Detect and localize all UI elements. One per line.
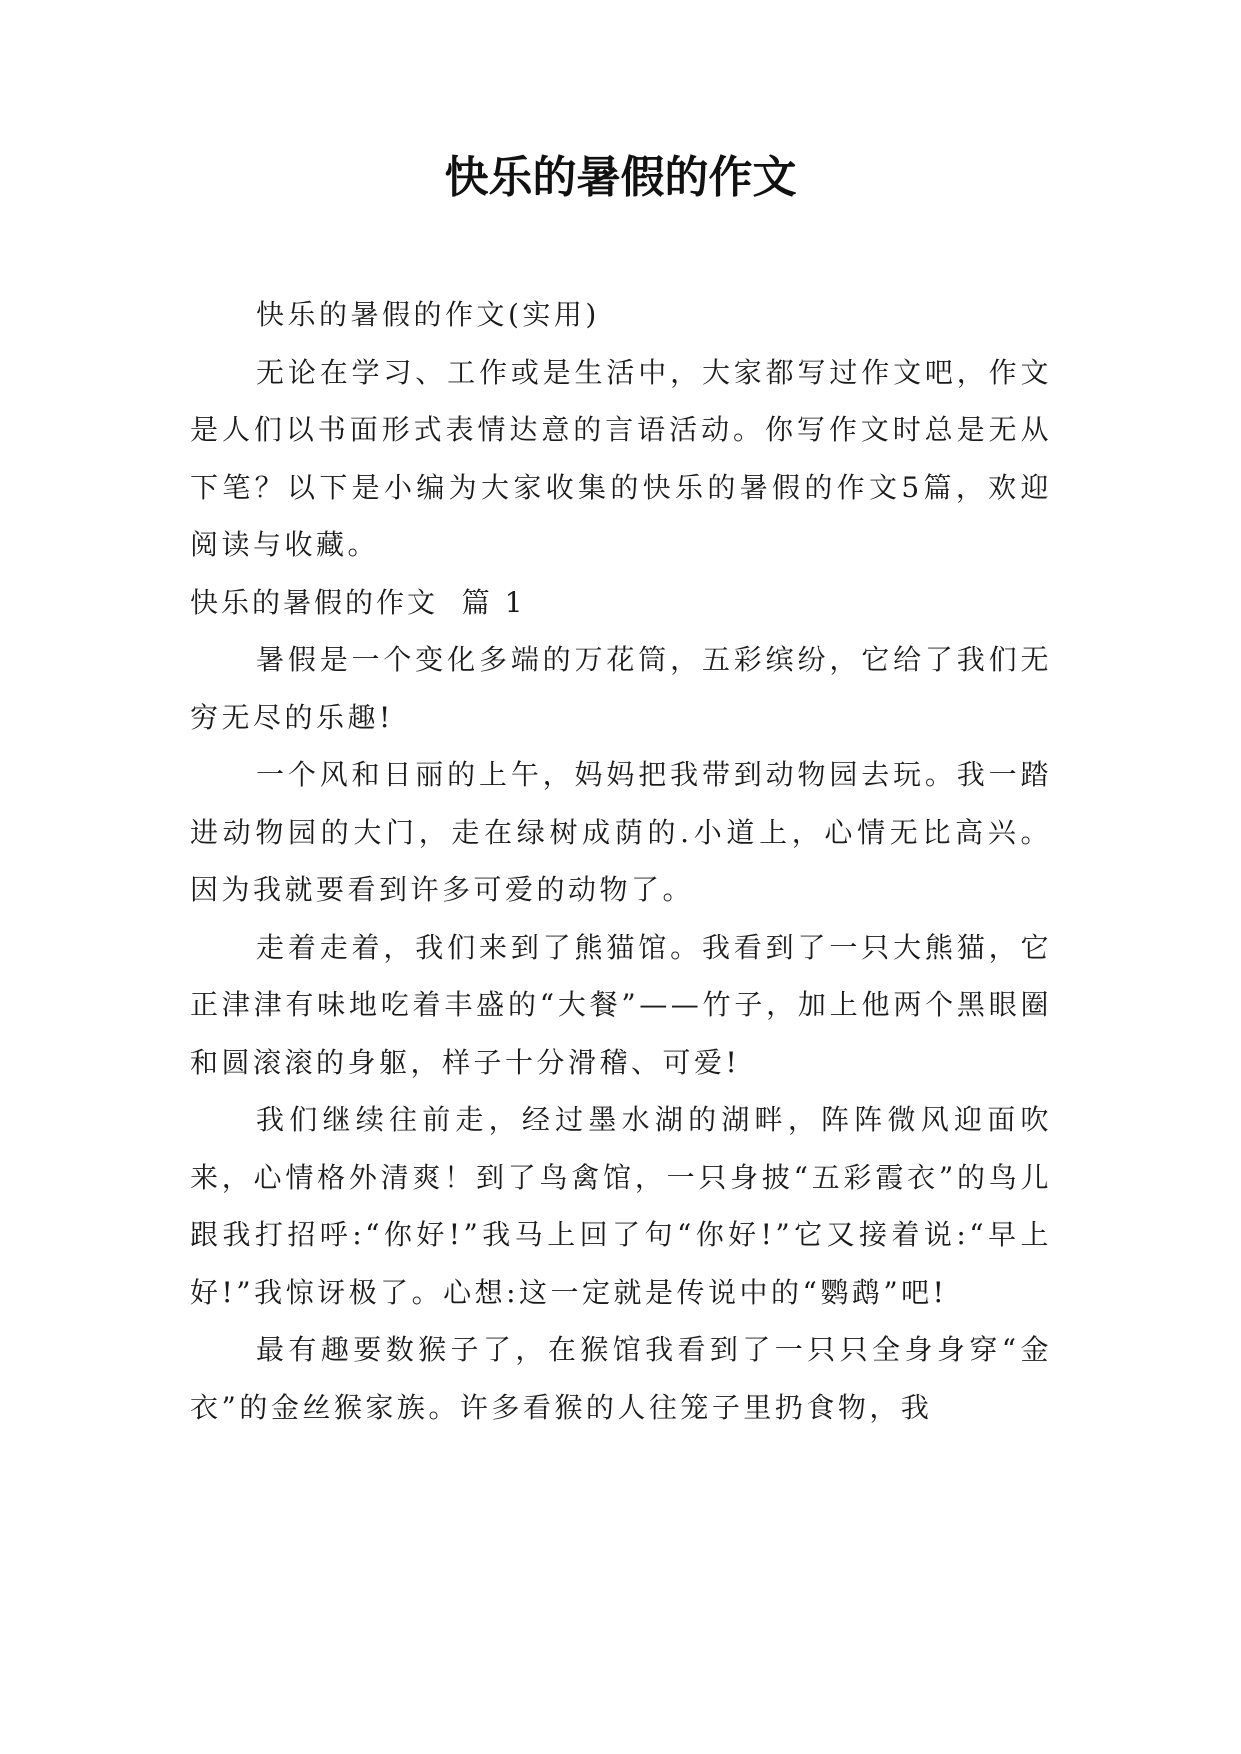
document-body: [190, 286, 1052, 1436]
essay-paragraph: 我们继续往前走，经过墨水湖的湖畔，阵阵微风迎面吹来，心情格外清爽！到了鸟禽馆，一只身披“五彩霞衣”的鸟儿跟我打招呼:“你好!”我马上回了句“你好!”它又接着说:“早上好!”我惊讶极了。心想:这一定就是传说中的“鹦鹉”吧!: [190, 1103, 1052, 1309]
essay-paragraph: 暑假是一个变化多端的万花筒，五彩缤纷，它给了我们无穷无尽的乐趣!: [190, 643, 1052, 734]
essay-paragraph: 一个风和日丽的上午，妈妈把我带到动物园去玩。我一踏进动物园的大门，走在绿树成荫的.小道上，心情无比高兴。因为我就要看到许多可爱的动物了。: [190, 758, 1052, 906]
intro-paragraph: 无论在学习、工作或是生活中，大家都写过作文吧，作文是人们以书面形式表情达意的言语活动。你写作文时总是无从下笔？以下是小编为大家收集的快乐的暑假的作文5篇，欢迎阅读与收藏。: [190, 355, 1052, 561]
section-heading: 快乐的暑假的作文 篇 1: [190, 585, 526, 619]
document-subtitle: 快乐的暑假的作文(实用): [256, 298, 600, 331]
document-title: 快乐的暑假的作文: [444, 152, 797, 203]
essay-paragraph: 最有趣要数猴子了，在猴馆我看到了一只只全身身穿“金衣”的金丝猴家族。许多看猴的人往笼子里扔食物，我: [190, 1333, 1052, 1424]
essay-paragraph: 走着走着，我们来到了熊猫馆。我看到了一只大熊猫，它正津津有味地吃着丰盛的“大餐”——竹子，加上他两个黑眼圈和圆滚滚的身躯，样子十分滑稽、可爱!: [190, 930, 1052, 1079]
